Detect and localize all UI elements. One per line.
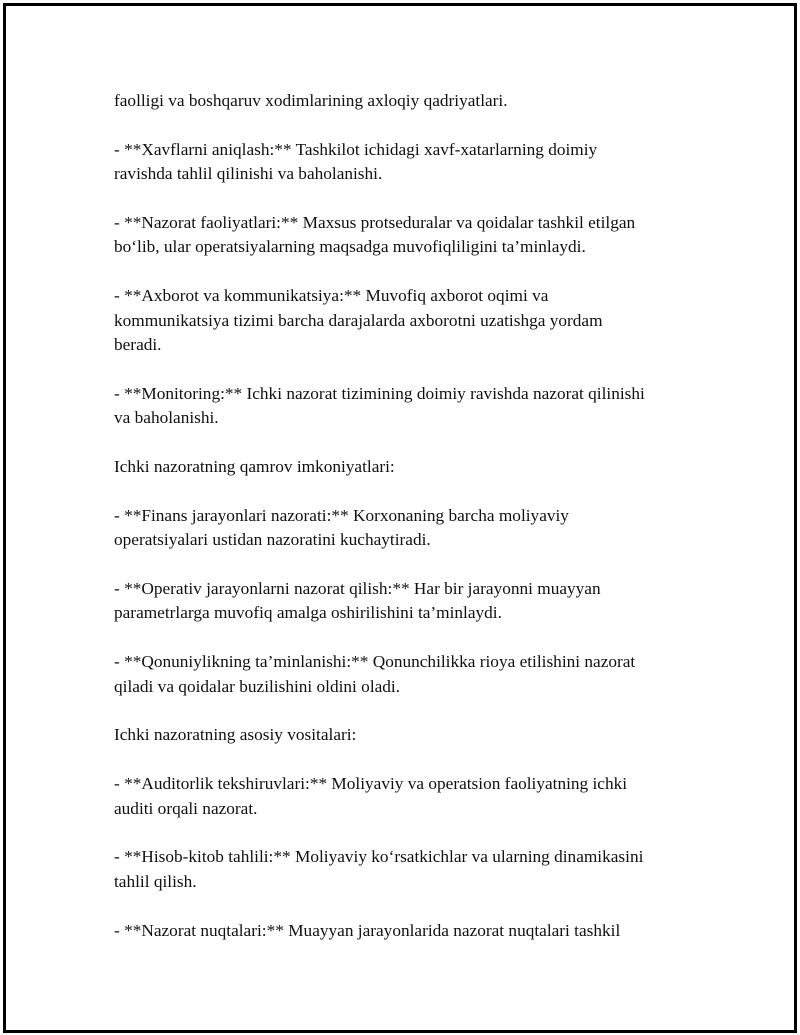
text-line: - **Auditorlik tekshiruvlari:** Moliyaviy va operatsion faoliyatning ichki (114, 774, 628, 794)
bullet-paragraph (114, 382, 714, 431)
text-line: tahlil qilish. (114, 871, 197, 891)
text-line: Ichki nazoratning asosiy vositalari: (114, 725, 357, 745)
text-line: - **Finans jarayonlari nazorati:** Korxonaning barcha moliyaviy (114, 505, 569, 525)
text-line: operatsiyalari ustidan nazoratini kuchaytiradi. (114, 530, 431, 550)
text-line: - **Operativ jarayonlarni nazorat qilish:** Har bir jarayonni muayyan (114, 579, 601, 599)
text-line: - **Nazorat nuqtalari:** Muayyan jarayonlarida nazorat nuqtalari tashkil (114, 920, 621, 940)
text-line: ravishda tahlil qilinishi va baholanishi. (114, 164, 383, 184)
text-line: - **Nazorat faoliyatlari:** Maxsus protseduralar va qoidalar tashkil etilgan (114, 213, 636, 232)
text-line: va baholanishi. (114, 408, 219, 428)
text-line: bo‘lib, ular operatsiyalarning maqsadga muvofiqliligini ta’minlaydi. (114, 237, 586, 257)
bullet-paragraph (114, 211, 714, 260)
text-line: faolligi va boshqaruv xodimlarining axloqiy qadriyatlari. (114, 91, 508, 110)
section-heading (114, 455, 714, 479)
document-body (114, 89, 714, 943)
text-line: - **Xavflarni aniqlash:** Tashkilot ichidagi xavf-xatarlarning doimiy (114, 139, 598, 159)
text-line: kommunikatsiya tizimi barcha darajalarda axborotni uzatishga yordam (114, 310, 603, 330)
text-line: auditi orqali nazorat. (114, 798, 258, 818)
bullet-paragraph (114, 504, 714, 553)
text-line: parametrlarga muvofiq amalga oshirilishini ta’minlaydi. (114, 603, 502, 623)
bullet-paragraph (114, 577, 714, 626)
text-line: - **Hisob-kitob tahlili:** Moliyaviy ko‘rsatkichlar va ularning dinamikasini (114, 847, 644, 867)
text-line: - **Monitoring:** Ichki nazorat tizimining doimiy ravishda nazorat qilinishi (114, 383, 645, 403)
bullet-paragraph (114, 138, 714, 187)
text-line: Ichki nazoratning qamrov imkoniyatlari: (114, 457, 395, 477)
bullet-paragraph (114, 919, 714, 943)
paragraph (114, 89, 714, 113)
text-line: qiladi va qoidalar buzilishini oldini oladi. (114, 676, 401, 696)
bullet-paragraph (114, 772, 714, 821)
text-line: - **Qonuniylikning ta’minlanishi:** Qonunchilikka rioya etilishini nazorat (114, 652, 636, 672)
bullet-paragraph (114, 284, 714, 357)
text-line: beradi. (114, 335, 162, 355)
bullet-paragraph (114, 845, 714, 894)
section-heading (114, 723, 714, 747)
text-line: - **Axborot va kommunikatsiya:** Muvofiq axborot oqimi va (114, 286, 549, 306)
bullet-paragraph (114, 650, 714, 699)
